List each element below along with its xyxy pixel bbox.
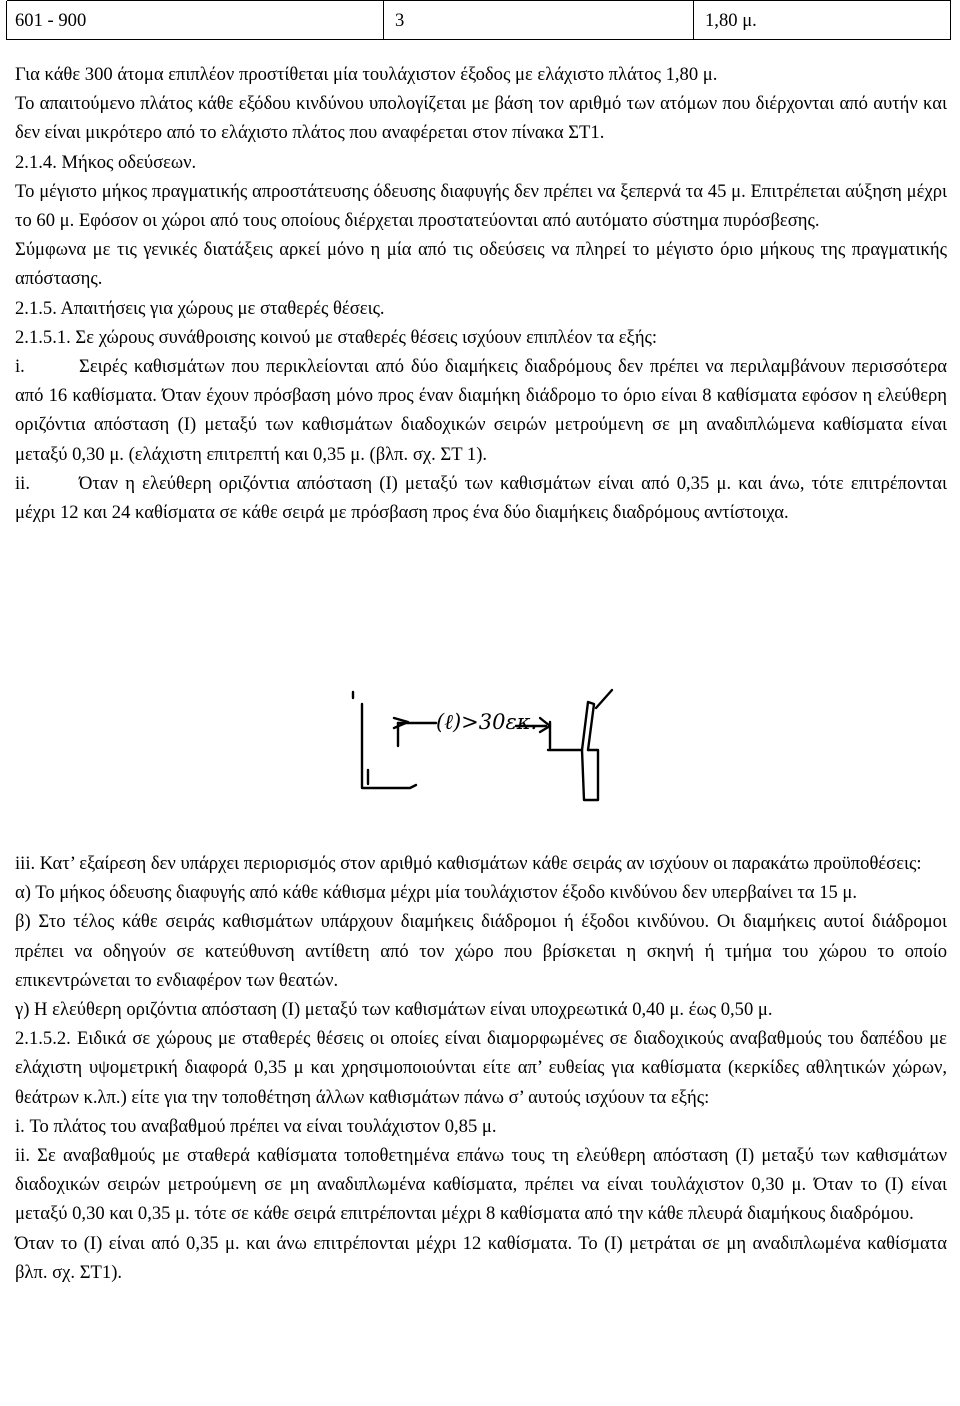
seat-spacing-sketch [350,688,620,808]
exits-table-row [7,0,951,40]
section-heading-2-1-5-2: 2.1.5.2. Ειδικά σε χώρους με σταθερές θέσεις οι οποίες είναι διαμορφωμένες σε διαδοχικούς αναβαθμούς του δαπέδου με ελάχιστη υψομετρική διαφορά 0,35 μ και χρησιμοποιούνται είτε απ’ ευθείας για καθίσματα (κερκίδες αθλητικών χώρων, θεάτρων κ.λπ.) είτε για την τοποθέτηση άλλων καθισμάτων πάνω σ’ αυτούς ισχύουν τα εξής: [15,1028,947,1108]
list-item-ii [15,469,947,527]
sketch-backrest-top [596,690,612,708]
paragraph: Σύμφωνα με τις γενικές διατάξεις αρκεί μόνο η μία από τις οδεύσεις να πληρεί το μέγιστο όριο μήκους της πραγματικής απόστασης. [15,239,947,290]
condition-b: β) Στο τέλος κάθε σειράς καθισμάτων υπάρχουν διαμήκεις διάδρομοι ή έξοδοι κινδύνου. Οι διαμήκεις αυτοί διάδρομοι πρέπει να οδηγούν σε κατεύθυνση αντίθετη από τον χώρο που βρίσκεται η σκηνή ή τμήμα του χώρου το οποίο επικεντρώνεται το ενδιαφέρον των θεατών. [15,911,947,991]
paragraph: Το απαιτούμενο πλάτος κάθε εξόδου κινδύνου υπολογίζεται με βάση τον αριθμό των ατόμων που διέρχονται από αυτήν και δεν είναι μικρότερο από το ελάχιστο πλάτος που αναφέρεται στον πίνακα ΣΤ1. [15,93,947,144]
list-item-iii: iii. Κατ’ εξαίρεση δεν υπάρχει περιορισμός στον αριθμό καθισμάτων κάθε σειράς αν ισχύουν οι παρακάτω προϋποθέσεις: [15,853,922,874]
condition-a: α) Το μήκος όδευσης διαφυγής από κάθε κάθισμα μέχρι μία τουλάχιστον έξοδο κινδύνου δεν υπερβαίνει τα 15 μ. [15,882,858,904]
list-item-number: i. [15,356,25,378]
condition-c: γ) Η ελεύθερη οριζόντια απόσταση (Ι) μεταξύ των καθισμάτων είναι υποχρεωτικά 0,40 μ. έως 0,50 μ. [15,999,773,1021]
text-block-upper [15,60,947,527]
sketch-left-seat [362,704,416,788]
table-cell-exit-count: 3 [395,10,405,31]
text-block-lower [15,849,947,1287]
paragraph: Το μέγιστο μήκος πραγματικής απροστάτευσης όδευσης διαφυγής δεν πρέπει να ξεπερνά τα 45 μ. Επιτρέπεται αύξηση μέχρι το 60 μ. Εφόσον οι χώροι από τους οποίους διέρχεται προστατεύονται από αυτόματο σύστημα πυρόσβεσης. [15,180,947,232]
sketch-backrest [582,702,594,750]
list-item-number: ii. [15,472,30,494]
sketch-seat-leg [582,750,598,800]
figure-label: (ℓ)>30εκ. [436,710,538,734]
section-heading-2-1-4: 2.1.4. Μήκος οδεύσεων. [15,151,197,173]
table-cell-exit-width: 1,80 μ. [705,10,757,31]
rule-i: i. Το πλάτος του αναβαθμού πρέπει να είναι τουλάχιστον 0,85 μ. [15,1115,497,1137]
table-border-right [950,1,951,40]
list-item-text: Σειρές καθισμάτων που περικλείονται από δύο διαμήκεις διαδρόμους δεν πρέπει να περιλαμβάνουν περισσότερα από 16 καθίσματα. Όταν έχουν πρόσβαση μόνο προς έναν διαμήκη διάδρομο το όριο είναι 8 καθίσματα εφόσον η ελεύθερη οριζόντια απόσταση (Ι) μεταξύ των καθισμάτων διαδοχικών σειρών μετρούμενη σε μη αναδιπλώμενα καθίσματα είναι μεταξύ 0,30 μ. (ελάχιστη επιτρεπτή και 0,35 μ. (βλπ. σχ. ΣΤ 1). [15,356,947,465]
paragraph: Όταν το (Ι) είναι από 0,35 μ. και άνω επιτρέπονται μέχρι 12 καθίσματα. Το (Ι) μετράται σε μη αναδιπλωμένα καθίσματα βλπ. σχ. ΣΤ1). [15,1232,947,1283]
table-border-left [6,1,7,40]
table-border-col1 [383,1,384,40]
rule-ii: ii. Σε αναβαθμούς με σταθερά καθίσματα τοποθετημένα επάνω τους τη ελεύθερη απόσταση (Ι) μεταξύ των καθισμάτων διαδοχικών σειρών μετρούμενη σε μη αναδιπλωμένα καθίσματα, πρέπει να είναι τουλάχιστον 0,30 μ. Όταν το (Ι) είναι μεταξύ 0,30 και 0,35 μ. τότε σε κάθε σειρά επιτρέπονται μέχρι 8 καθίσματα από την κάθε πλευρά διαμήκους διαδρόμου. [15,1145,947,1225]
section-heading-2-1-5-1: 2.1.5.1. Σε χώρους συνάθροισης κοινού με σταθερές θέσεις ισχύουν επιπλέον τα εξής: [15,326,658,348]
paragraph: Για κάθε 300 άτομα επιπλέον προστίθεται μία τουλάχιστον έξοδος με ελάχιστο πλάτος 1,80 μ. [15,64,718,85]
table-cell-occupancy-range: 601 - 900 [15,10,87,31]
section-heading-2-1-5: 2.1.5. Απαιτήσεις για χώρους με σταθερές θέσεις. [15,297,385,319]
list-item-i [15,352,947,469]
table-border-col2 [693,1,694,40]
list-item-text: Όταν η ελεύθερη οριζόντια απόσταση (Ι) μεταξύ των καθισμάτων είναι από 0,35 μ. και άνω, τότε επιτρέπονται μέχρι 12 και 24 καθίσματα σε κάθε σειρά με πρόσβαση προς ένα δύο διαμήκεις διαδρόμους αντίστοιχα. [15,472,947,524]
